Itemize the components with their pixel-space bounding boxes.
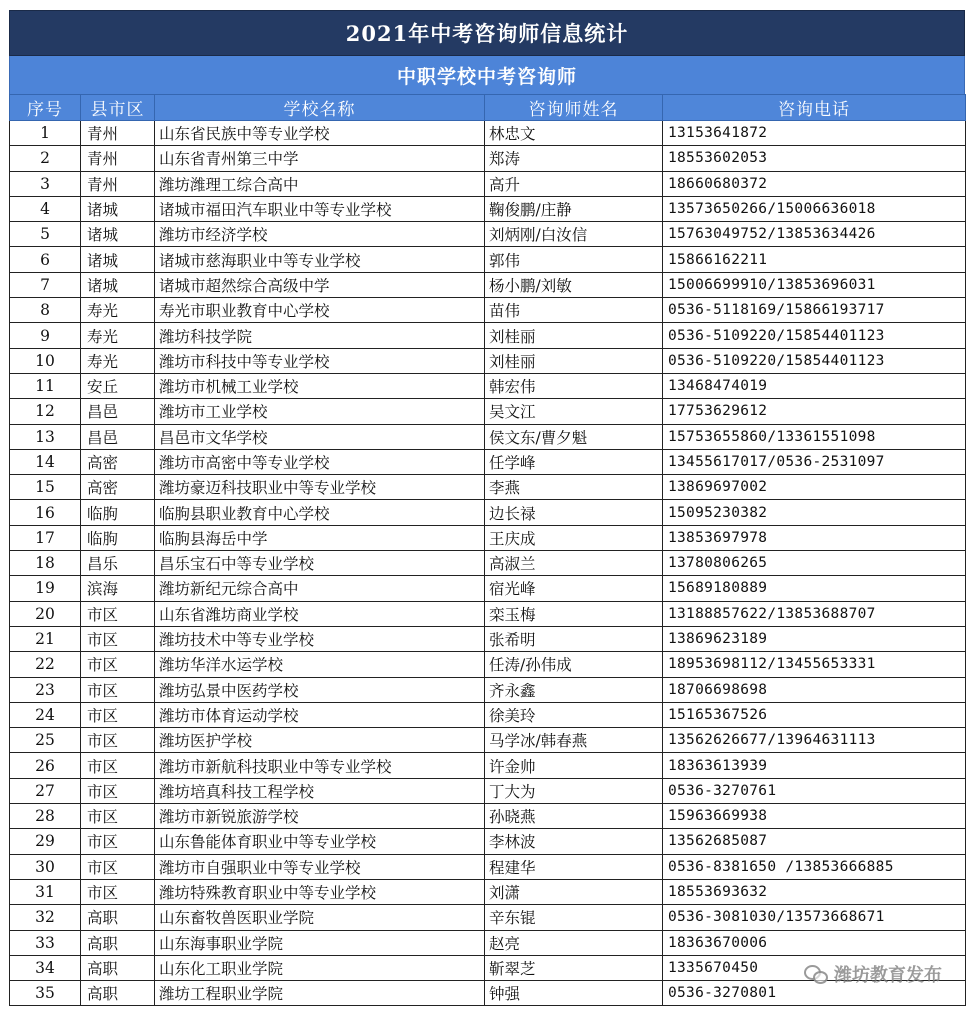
- cell-counselor: 边长禄: [485, 500, 663, 525]
- cell-no: 7: [10, 272, 81, 297]
- cell-no: 15: [10, 475, 81, 500]
- cell-school: 山东化工职业学院: [155, 955, 485, 980]
- cell-no: 11: [10, 373, 81, 398]
- table-row: [10, 146, 966, 171]
- cell-school: 山东省民族中等专业学校: [155, 121, 485, 146]
- cell-no: 32: [10, 905, 81, 930]
- cell-no: 1: [10, 121, 81, 146]
- cell-phone: 0536-5109220/15854401123: [663, 348, 966, 373]
- cell-counselor: 鞠俊鹏/庄静: [485, 196, 663, 221]
- cell-no: 30: [10, 854, 81, 879]
- cell-district: 昌邑: [81, 399, 155, 424]
- cell-counselor: 刘桂丽: [485, 348, 663, 373]
- cell-phone: 13153641872: [663, 121, 966, 146]
- cell-district: 市区: [81, 753, 155, 778]
- table-row: [10, 829, 966, 854]
- cell-district: 诸城: [81, 222, 155, 247]
- spreadsheet: [9, 10, 965, 1006]
- cell-district: 市区: [81, 702, 155, 727]
- cell-counselor: 孙晓燕: [485, 804, 663, 829]
- table-row: [10, 677, 966, 702]
- cell-phone: 0536-8381650 /13853666885: [663, 854, 966, 879]
- cell-district: 青州: [81, 146, 155, 171]
- cell-counselor: 任学峰: [485, 449, 663, 474]
- cell-no: 19: [10, 576, 81, 601]
- section-subtitle: 中职学校中考咨询师: [9, 56, 965, 94]
- cell-phone: 18363670006: [663, 930, 966, 955]
- table-row: [10, 854, 966, 879]
- cell-phone: 13573650266/15006636018: [663, 196, 966, 221]
- cell-phone: 15753655860/13361551098: [663, 424, 966, 449]
- cell-phone: 15689180889: [663, 576, 966, 601]
- table-row: [10, 424, 966, 449]
- cell-school: 临朐县职业教育中心学校: [155, 500, 485, 525]
- cell-no: 21: [10, 626, 81, 651]
- cell-counselor: 王庆成: [485, 525, 663, 550]
- cell-counselor: 高升: [485, 171, 663, 196]
- cell-phone: 0536-5109220/15854401123: [663, 323, 966, 348]
- cell-no: 24: [10, 702, 81, 727]
- watermark: [804, 961, 942, 987]
- cell-school: 潍坊潍理工综合高中: [155, 171, 485, 196]
- cell-school: 诸城市超然综合高级中学: [155, 272, 485, 297]
- header-no: 序号: [10, 95, 81, 121]
- cell-no: 8: [10, 298, 81, 323]
- cell-counselor: 李林波: [485, 829, 663, 854]
- table-row: [10, 804, 966, 829]
- cell-phone: 0536-3270801: [663, 981, 966, 1006]
- cell-no: 13: [10, 424, 81, 449]
- cell-counselor: 许金帅: [485, 753, 663, 778]
- cell-school: 山东鲁能体育职业中等专业学校: [155, 829, 485, 854]
- cell-district: 寿光: [81, 348, 155, 373]
- cell-counselor: 刘潇: [485, 879, 663, 904]
- cell-counselor: 郭伟: [485, 247, 663, 272]
- cell-counselor: 高淑兰: [485, 551, 663, 576]
- table-row: [10, 399, 966, 424]
- cell-no: 23: [10, 677, 81, 702]
- cell-district: 高密: [81, 475, 155, 500]
- cell-counselor: 钟强: [485, 981, 663, 1006]
- cell-counselor: 杨小鹏/刘敏: [485, 272, 663, 297]
- cell-school: 诸城市慈海职业中等专业学校: [155, 247, 485, 272]
- cell-phone: 1335670450: [663, 955, 966, 980]
- cell-school: 潍坊新纪元综合高中: [155, 576, 485, 601]
- cell-phone: 13869623189: [663, 626, 966, 651]
- cell-district: 市区: [81, 626, 155, 651]
- cell-counselor: 刘炳刚/白汝信: [485, 222, 663, 247]
- table-row: [10, 702, 966, 727]
- table-row: [10, 272, 966, 297]
- cell-district: 高职: [81, 905, 155, 930]
- cell-counselor: 李燕: [485, 475, 663, 500]
- cell-no: 17: [10, 525, 81, 550]
- table-row: [10, 500, 966, 525]
- cell-phone: 13562685087: [663, 829, 966, 854]
- cell-phone: 18953698112/13455653331: [663, 652, 966, 677]
- cell-no: 26: [10, 753, 81, 778]
- cell-school: 诸城市福田汽车职业中等专业学校: [155, 196, 485, 221]
- cell-phone: 18363613939: [663, 753, 966, 778]
- cell-no: 22: [10, 652, 81, 677]
- counselor-table: [9, 94, 966, 1006]
- cell-counselor: 靳翠芝: [485, 955, 663, 980]
- cell-district: 市区: [81, 854, 155, 879]
- cell-counselor: 林忠文: [485, 121, 663, 146]
- cell-school: 潍坊市机械工业学校: [155, 373, 485, 398]
- cell-phone: 17753629612: [663, 399, 966, 424]
- cell-district: 高职: [81, 930, 155, 955]
- cell-school: 潍坊技术中等专业学校: [155, 626, 485, 651]
- cell-counselor: 马学冰/韩春燕: [485, 728, 663, 753]
- cell-district: 诸城: [81, 196, 155, 221]
- cell-no: 28: [10, 804, 81, 829]
- cell-counselor: 赵亮: [485, 930, 663, 955]
- table-row: [10, 601, 966, 626]
- table-row: [10, 373, 966, 398]
- cell-phone: 13562626677/13964631113: [663, 728, 966, 753]
- cell-no: 35: [10, 981, 81, 1006]
- cell-counselor: 程建华: [485, 854, 663, 879]
- table-row: [10, 196, 966, 221]
- cell-district: 安丘: [81, 373, 155, 398]
- cell-district: 市区: [81, 728, 155, 753]
- cell-school: 潍坊市体育运动学校: [155, 702, 485, 727]
- cell-phone: 18660680372: [663, 171, 966, 196]
- page-title: 2021年中考咨询师信息统计: [9, 10, 965, 56]
- table-row: [10, 171, 966, 196]
- cell-phone: 13455617017/0536-2531097: [663, 449, 966, 474]
- cell-phone: 13188857622/13853688707: [663, 601, 966, 626]
- cell-phone: 13468474019: [663, 373, 966, 398]
- cell-district: 市区: [81, 677, 155, 702]
- table-row: [10, 121, 966, 146]
- cell-school: 山东省青州第三中学: [155, 146, 485, 171]
- cell-school: 寿光市职业教育中心学校: [155, 298, 485, 323]
- cell-district: 高职: [81, 955, 155, 980]
- cell-counselor: 张希明: [485, 626, 663, 651]
- table-row: [10, 576, 966, 601]
- table-row: [10, 728, 966, 753]
- cell-counselor: 吴文江: [485, 399, 663, 424]
- cell-school: 山东畜牧兽医职业学院: [155, 905, 485, 930]
- cell-school: 临朐县海岳中学: [155, 525, 485, 550]
- cell-school: 潍坊豪迈科技职业中等专业学校: [155, 475, 485, 500]
- table-row: [10, 753, 966, 778]
- cell-phone: 15006699910/13853696031: [663, 272, 966, 297]
- cell-phone: 18553602053: [663, 146, 966, 171]
- cell-district: 寿光: [81, 298, 155, 323]
- cell-counselor: 丁大为: [485, 778, 663, 803]
- cell-phone: 0536-3081030/13573668671: [663, 905, 966, 930]
- cell-district: 市区: [81, 804, 155, 829]
- cell-school: 潍坊市自强职业中等专业学校: [155, 854, 485, 879]
- cell-school: 潍坊弘景中医药学校: [155, 677, 485, 702]
- table-row: [10, 449, 966, 474]
- cell-no: 5: [10, 222, 81, 247]
- table-row: [10, 222, 966, 247]
- cell-school: 潍坊科技学院: [155, 323, 485, 348]
- cell-no: 6: [10, 247, 81, 272]
- cell-phone: 18706698698: [663, 677, 966, 702]
- cell-counselor: 苗伟: [485, 298, 663, 323]
- cell-no: 10: [10, 348, 81, 373]
- cell-phone: 15095230382: [663, 500, 966, 525]
- header-phone: 咨询电话: [663, 95, 966, 121]
- cell-district: 寿光: [81, 323, 155, 348]
- cell-district: 市区: [81, 652, 155, 677]
- cell-school: 山东省潍坊商业学校: [155, 601, 485, 626]
- cell-no: 2: [10, 146, 81, 171]
- header-district: 县市区: [81, 95, 155, 121]
- cell-phone: 15165367526: [663, 702, 966, 727]
- cell-no: 31: [10, 879, 81, 904]
- cell-counselor: 栾玉梅: [485, 601, 663, 626]
- cell-school: 昌乐宝石中等专业学校: [155, 551, 485, 576]
- table-row: [10, 525, 966, 550]
- cell-district: 青州: [81, 121, 155, 146]
- table-header-row: [10, 95, 966, 121]
- cell-school: 潍坊市科技中等专业学校: [155, 348, 485, 373]
- table-row: [10, 930, 966, 955]
- header-school: 学校名称: [155, 95, 485, 121]
- cell-counselor: 齐永鑫: [485, 677, 663, 702]
- cell-school: 潍坊医护学校: [155, 728, 485, 753]
- table-row: [10, 905, 966, 930]
- table-row: [10, 348, 966, 373]
- cell-counselor: 任涛/孙伟成: [485, 652, 663, 677]
- table-row: [10, 323, 966, 348]
- table-row: [10, 475, 966, 500]
- cell-no: 33: [10, 930, 81, 955]
- cell-phone: 13780806265: [663, 551, 966, 576]
- cell-counselor: 刘桂丽: [485, 323, 663, 348]
- table-row: [10, 778, 966, 803]
- cell-district: 高职: [81, 981, 155, 1006]
- cell-district: 市区: [81, 829, 155, 854]
- cell-district: 市区: [81, 778, 155, 803]
- cell-phone: 15963669938: [663, 804, 966, 829]
- cell-school: 潍坊特殊教育职业中等专业学校: [155, 879, 485, 904]
- cell-phone: 13869697002: [663, 475, 966, 500]
- cell-counselor: 韩宏伟: [485, 373, 663, 398]
- cell-district: 临朐: [81, 525, 155, 550]
- cell-counselor: 宿光峰: [485, 576, 663, 601]
- cell-phone: 0536-3270761: [663, 778, 966, 803]
- cell-counselor: 郑涛: [485, 146, 663, 171]
- watermark-text: 潍坊教育发布: [834, 965, 942, 986]
- cell-no: 29: [10, 829, 81, 854]
- cell-counselor: 辛东锟: [485, 905, 663, 930]
- cell-no: 14: [10, 449, 81, 474]
- cell-no: 20: [10, 601, 81, 626]
- cell-district: 青州: [81, 171, 155, 196]
- table-body: [10, 121, 966, 1006]
- cell-counselor: 侯文东/曹夕魁: [485, 424, 663, 449]
- cell-school: 潍坊市高密中等专业学校: [155, 449, 485, 474]
- table-row: [10, 626, 966, 651]
- cell-school: 潍坊工程职业学院: [155, 981, 485, 1006]
- cell-no: 3: [10, 171, 81, 196]
- table-row: [10, 551, 966, 576]
- cell-no: 18: [10, 551, 81, 576]
- cell-counselor: 徐美玲: [485, 702, 663, 727]
- cell-phone: 13853697978: [663, 525, 966, 550]
- cell-school: 潍坊市新锐旅游学校: [155, 804, 485, 829]
- cell-district: 诸城: [81, 272, 155, 297]
- cell-school: 潍坊华洋水运学校: [155, 652, 485, 677]
- cell-district: 昌邑: [81, 424, 155, 449]
- cell-no: 34: [10, 955, 81, 980]
- cell-phone: 18553693632: [663, 879, 966, 904]
- wechat-icon: [804, 965, 828, 983]
- cell-phone: 15763049752/13853634426: [663, 222, 966, 247]
- cell-school: 潍坊市新航科技职业中等专业学校: [155, 753, 485, 778]
- cell-phone: 15866162211: [663, 247, 966, 272]
- cell-phone: 0536-5118169/15866193717: [663, 298, 966, 323]
- cell-district: 市区: [81, 601, 155, 626]
- header-counselor: 咨询师姓名: [485, 95, 663, 121]
- table-row: [10, 298, 966, 323]
- cell-district: 高密: [81, 449, 155, 474]
- cell-district: 昌乐: [81, 551, 155, 576]
- cell-school: 潍坊培真科技工程学校: [155, 778, 485, 803]
- table-row: [10, 879, 966, 904]
- cell-no: 16: [10, 500, 81, 525]
- table-row: [10, 247, 966, 272]
- cell-school: 潍坊市经济学校: [155, 222, 485, 247]
- table-row: [10, 652, 966, 677]
- cell-school: 潍坊市工业学校: [155, 399, 485, 424]
- cell-no: 9: [10, 323, 81, 348]
- cell-no: 4: [10, 196, 81, 221]
- cell-no: 25: [10, 728, 81, 753]
- cell-no: 12: [10, 399, 81, 424]
- cell-district: 滨海: [81, 576, 155, 601]
- cell-no: 27: [10, 778, 81, 803]
- cell-school: 昌邑市文华学校: [155, 424, 485, 449]
- cell-school: 山东海事职业学院: [155, 930, 485, 955]
- cell-district: 市区: [81, 879, 155, 904]
- cell-district: 临朐: [81, 500, 155, 525]
- cell-district: 诸城: [81, 247, 155, 272]
